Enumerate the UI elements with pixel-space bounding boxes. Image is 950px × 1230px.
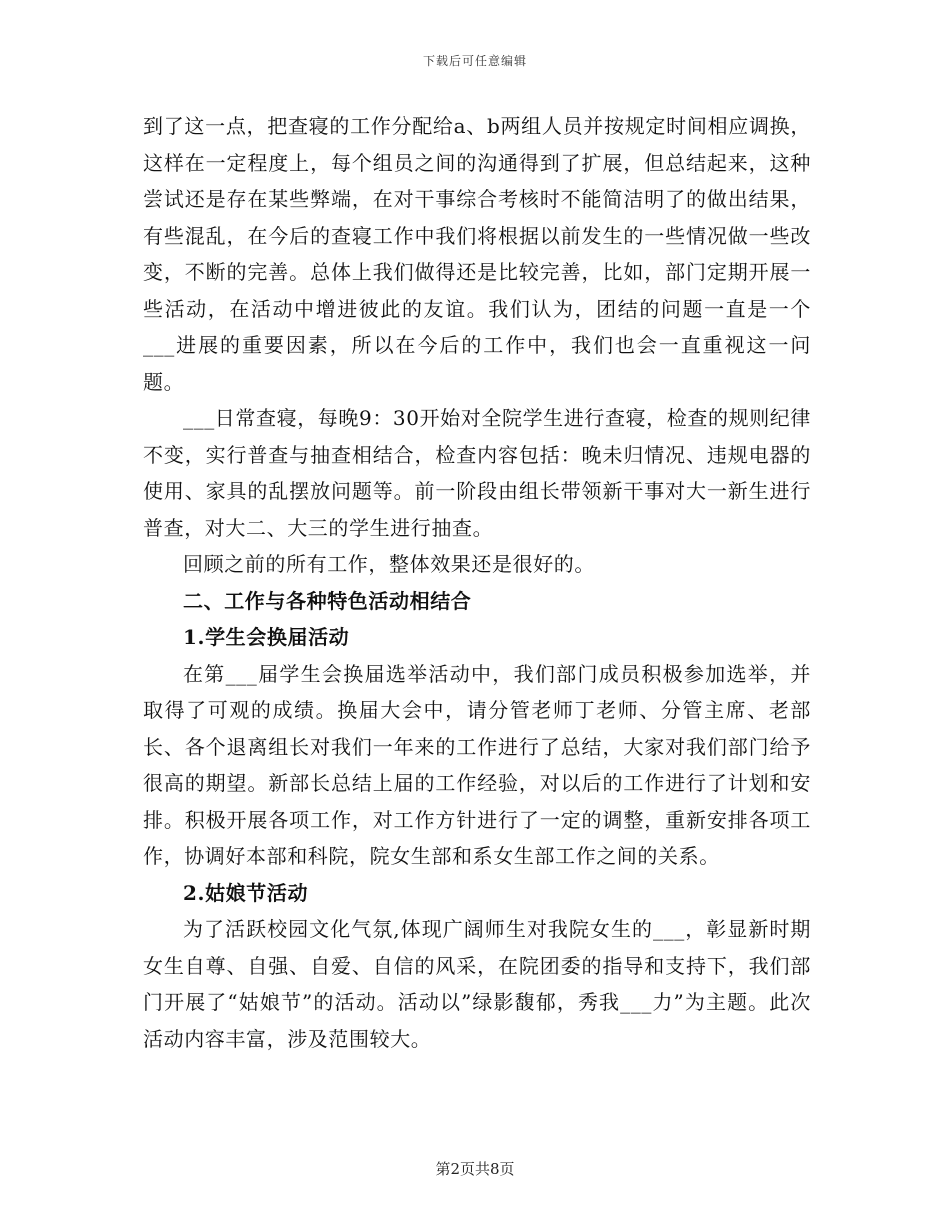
subheading-girls-day: 2.姑娘节活动 (183, 880, 309, 905)
document-body (143, 108, 811, 1057)
page-number: 第2页共8页 (435, 1160, 515, 1178)
paragraph-continuation: 到了这一点，把查寝的工作分配给a、b两组人员并按规定时间相应调换，这样在一定程度上，每个组员之间的沟通得到了扩展，但总结起来，这种尝试还是存在某些弊端，在对干事综合考核时不能简洁明了的做出结果，有些混乱，在今后的查寝工作中我们将根据以前发生的一些情况做一些改变，不断的完善。总体上我们做得还是比较完善，比如，部门定期开展一些活动，在活动中增进彼此的友谊。我们认为，团结的问题一直是一个___进展的重要因素，所以在今后的工作中，我们也会一直重视这一问题。 (143, 114, 811, 394)
subheading-student-union-election: 1.学生会换届活动 (183, 625, 350, 649)
paragraph-review: 回顾之前的所有工作，整体效果还是很好的。 (183, 552, 595, 576)
section-heading-activities: 二、工作与各种特色活动相结合 (183, 588, 472, 613)
paragraph-daily-inspection: ___日常查寝，每晚9：30开始对全院学生进行查寝，检查的规则纪律不变，实行普查与抽查相结合，检查内容包括：晚未归情况、违规电器的使用、家具的乱摆放问题等。前一阶段由组长带领新干事对大一新生进行普查，对大二、大三的学生进行抽查。 (143, 406, 811, 540)
paragraph-girls-day: 为了活跃校园文化气氛,体现广阔师生对我院女生的___，彰显新时期女生自尊、自强、自爱、自信的风采，在院团委的指导和支持下，我们部门开展了“姑娘节”的活动。活动以”绿影馥郁，秀我___力”为主题。此次活动内容丰富，涉及范围较大。 (143, 917, 811, 1051)
page-header-note: 下载后可任意编辑 (422, 54, 527, 68)
paragraph-election: 在第___届学生会换届选举活动中，我们部门成员积极参加选举，并取得了可观的成绩。换届大会中，请分管老师丁老师、分管主席、老部长、各个退离组长对我们一年来的工作进行了总结，大家对我们部门给予很高的期望。新部长总结上届的工作经验，对以后的工作进行了计划和安排。积极开展各项工作，对工作方针进行了一定的调整，重新安排各项工作，协调好本部和科院，院女生部和系女生部工作之间的关系。 (143, 661, 811, 868)
